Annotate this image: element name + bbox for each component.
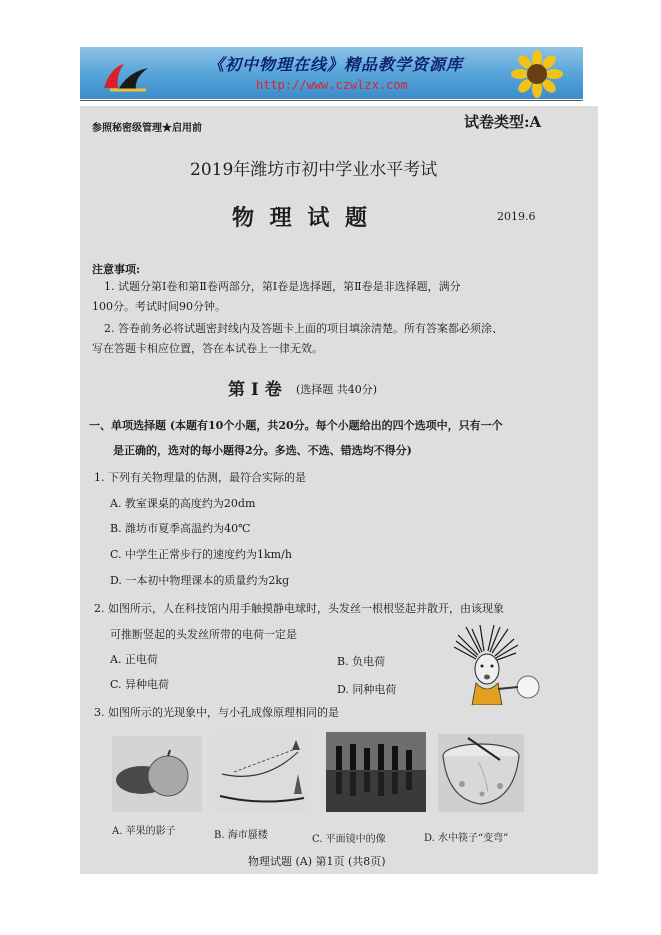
- q2-stem-2: 可推断竖起的头发丝所带的电荷一定是: [110, 628, 297, 641]
- banner-divider: [80, 100, 583, 101]
- q1-stem: 1. 下列有关物理量的估测，最符合实际的是: [94, 471, 306, 484]
- exam-title: 2019年潍坊市初中学业水平考试: [190, 160, 438, 180]
- q1-option-c: C. 中学生正常步行的速度约为1km/h: [110, 548, 292, 561]
- notes-heading: 注意事项:: [92, 263, 141, 276]
- notes-line-4: 写在答题卡相应位置，答在本试卷上一律无效。: [92, 342, 323, 355]
- notes-line-2: 100分。考试时间90分钟。: [92, 300, 226, 313]
- q3-option-b: B. 海市蜃楼: [214, 830, 268, 841]
- apple-shadow-image: [112, 736, 202, 812]
- exam-date: 2019.6: [497, 210, 536, 223]
- logo-icon: [96, 58, 156, 94]
- section-title: 第 Ⅰ 卷: [228, 380, 282, 400]
- notes-line-1: 1. 试题分第Ⅰ卷和第Ⅱ卷两部分，第Ⅰ卷是选择题，第Ⅱ卷是非选择题，满分: [104, 280, 461, 293]
- page-footer: 物理试题 (A) 第1页 (共8页): [248, 855, 386, 868]
- q2-option-c: C. 异种电荷: [110, 678, 170, 691]
- subject-title: 物 理 试 题: [232, 205, 371, 231]
- bowl-chopsticks-image: [438, 734, 524, 812]
- q1-option-a: A. 教室课桌的高度约为20dm: [110, 497, 256, 510]
- part1-instructions-1: 一、单项选择题 (本题有10个小题，共20分。每个小题给出的四个选项中，只有一个: [89, 419, 503, 432]
- q3-stem: 3. 如图所示的光现象中，与小孔成像原理相同的是: [94, 706, 339, 719]
- secret-label: 参照秘密级管理★启用前: [92, 123, 202, 134]
- q1-option-b: B. 潍坊市夏季高温约为40℃: [110, 522, 251, 535]
- section-subtitle: (选择题 共40分): [296, 383, 378, 396]
- static-hair-figure: [452, 625, 544, 705]
- part1-instructions-2: 是正确的，选对的每小题得2分。多选、不选、错选均不得分): [113, 444, 412, 457]
- paper-type: 试卷类型:A: [464, 113, 542, 131]
- q2-option-d: D. 同种电荷: [337, 683, 397, 696]
- q3-option-a: A. 苹果的影子: [112, 826, 176, 837]
- q3-option-c: C. 平面镜中的像: [312, 834, 386, 845]
- mirage-diagram-image: [214, 734, 310, 812]
- notes-line-3: 2. 答卷前务必将试题密封线内及答题卡上面的项目填涂清楚。所有答案都必须涂、: [104, 322, 503, 335]
- mirror-image: [326, 732, 426, 812]
- banner-url[interactable]: http://www.czwlzx.com: [256, 78, 408, 92]
- q3-option-d: D. 水中筷子“变弯”: [424, 833, 509, 844]
- q2-stem-1: 2. 如图所示，人在科技馆内用手触摸静电球时，头发丝一根根竖起并散开，由该现象: [94, 602, 504, 615]
- banner-title: 《初中物理在线》精品教学资源库: [208, 55, 464, 74]
- q2-option-b: B. 负电荷: [337, 655, 386, 668]
- q1-option-d: D. 一本初中物理课本的质量约为2kg: [110, 574, 290, 587]
- sunflower-icon: [508, 49, 566, 99]
- q2-option-a: A. 正电荷: [110, 653, 158, 666]
